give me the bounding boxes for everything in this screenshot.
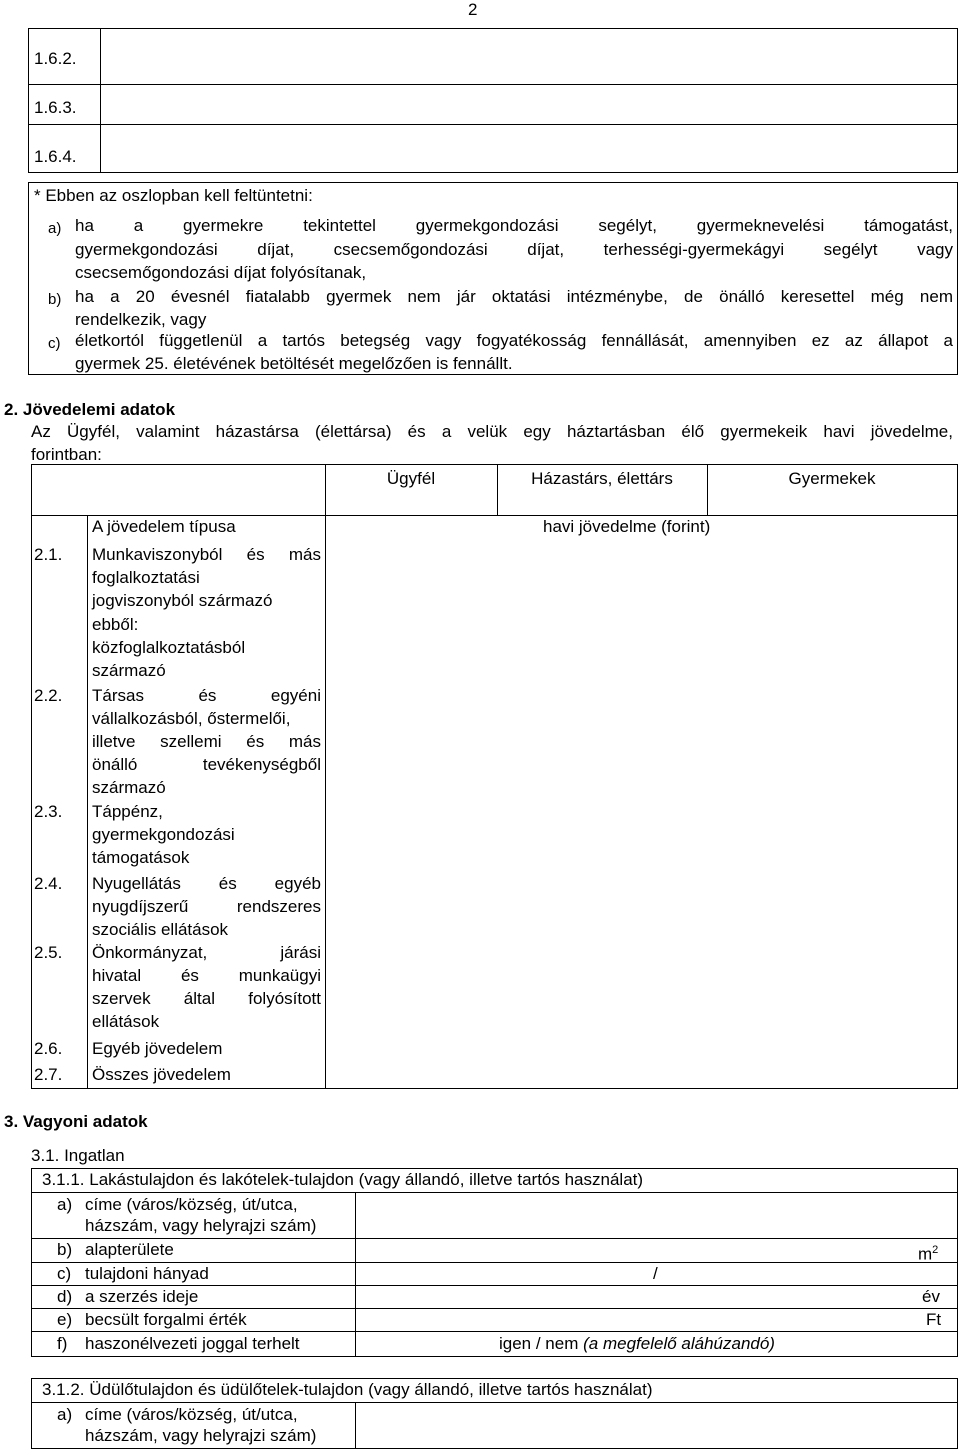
income-row-text: szervek által folyósított [92, 989, 321, 1008]
note-a-line: gyermekgondozási díjat, csecsemőgondozási díjat, terhességi-gyermekágyi segélyt vagy [75, 240, 953, 259]
income-row-text: származó [92, 661, 166, 680]
income-row-text: Munkaviszonyból és más [92, 545, 321, 564]
note-intro: * Ebben az oszlopban kell feltüntetni: [34, 186, 313, 205]
income-row-num: 2.4. [34, 874, 63, 893]
income-row-text: nyugdíjszerű rendszeres [92, 897, 321, 916]
year-unit: év [922, 1287, 940, 1306]
income-row-text: illetve szellemi és más [92, 732, 321, 751]
income-desc: Az Ügyfél, valamint házastársa (élettársa) és a velük egy háztartásban élő gyermekeik havi jövedelme, [31, 422, 953, 441]
income-row-text: önálló tevékenységből [92, 755, 321, 774]
row-label: f) [57, 1334, 68, 1353]
income-type-header: A jövedelem típusa [92, 517, 236, 536]
monthly-income-header: havi jövedelme (forint) [543, 517, 711, 536]
assets-subheading: 3.1. Ingatlan [31, 1146, 125, 1165]
note-a-line: ha a gyermekre tekintettel gyermekgondozási segélyt, gyermeknevelési támogatást, [75, 216, 953, 235]
address-label: házszám, vagy helyrajzi szám) [85, 1216, 317, 1235]
note-c-line: gyermek 25. életévének betöltését megelőzően is fennállt. [75, 354, 513, 373]
income-row-num: 2.7. [34, 1065, 63, 1084]
note-b-line: ha a 20 évesnél fiatalabb gyermek nem jár oktatási intézménybe, de önálló keresettel még nem [75, 287, 953, 306]
income-desc: forintban: [31, 445, 102, 464]
row-label: e) [57, 1310, 73, 1329]
address-label: címe (város/község, út/utca, [85, 1195, 298, 1214]
top-table-row: 1.6.2. [34, 49, 77, 68]
income-row-text: Összes jövedelem [92, 1065, 231, 1084]
income-row-text: Táppénz, [92, 802, 163, 821]
assets-heading: 3. Vagyoni adatok [4, 1112, 148, 1131]
income-row-text: közfoglalkoztatásból [92, 638, 246, 657]
usufruct-hint: (a megfelelő aláhúzandó) [583, 1334, 775, 1353]
top-table-row: 1.6.3. [34, 98, 77, 117]
income-row-num: 2.6. [34, 1039, 63, 1058]
income-row-num: 2.5. [34, 943, 63, 962]
income-row-text: vállalkozásból, őstermelői, [92, 709, 291, 728]
ownership-share-label: tulajdoni hányad [85, 1264, 209, 1283]
col-spouse-header: Házastárs, élettárs [531, 469, 673, 488]
income-row-num: 2.2. [34, 686, 63, 705]
row-label: c) [57, 1264, 72, 1283]
row-label: a) [57, 1195, 73, 1214]
market-value-label: becsült forgalmi érték [85, 1310, 247, 1329]
income-row-num: 2.3. [34, 802, 63, 821]
area-label: alapterülete [85, 1240, 174, 1259]
note-a-label: a) [48, 220, 62, 237]
note-b-line: rendelkezik, vagy [75, 310, 207, 329]
note-a-line: csecsemőgondozási díjat folyósítanak, [75, 263, 367, 282]
ownership-share-separator: / [653, 1264, 658, 1283]
income-row-text: gyermekgondozási [92, 825, 235, 844]
usufruct-choice[interactable] [499, 1334, 775, 1354]
income-row-text: támogatások [92, 848, 190, 867]
income-row-text: Önkormányzat, járási [92, 943, 321, 962]
holiday-home-table-title: 3.1.2. Üdülőtulajdon és üdülőtelek-tulajdon (vagy állandó, illetve tartós használat) [42, 1380, 653, 1399]
area-unit-sup: 2 [932, 1244, 939, 1256]
page-number: 2 [468, 0, 478, 19]
col-client-header: Ügyfél [386, 469, 436, 488]
income-row-text: foglalkoztatási [92, 568, 200, 587]
income-row-text: hivatal és munkaügyi [92, 966, 321, 985]
usufruct-options[interactable]: igen / nem [499, 1334, 579, 1353]
top-table-row: 1.6.4. [34, 147, 77, 166]
note-c-label: c) [48, 335, 61, 352]
income-row-text: szociális ellátások [92, 920, 229, 939]
income-row-text: ellátások [92, 1012, 160, 1031]
area-unit-text: m [918, 1244, 933, 1264]
income-row-text: Társas és egyéni [92, 686, 321, 705]
income-row-text: származó [92, 778, 166, 797]
area-unit [918, 1240, 938, 1265]
income-row-text: Nyugellátás és egyéb [92, 874, 321, 893]
note-b-label: b) [48, 291, 62, 308]
usufruct-label: haszonélvezeti joggal terhelt [85, 1334, 300, 1353]
row-label: d) [57, 1287, 73, 1306]
income-row-num: 2.1. [34, 545, 63, 564]
income-row-text: ebből: [92, 615, 139, 634]
income-heading: 2. Jövedelemi adatok [4, 400, 176, 419]
income-row-text: jogviszonyból származó [92, 591, 273, 610]
acquisition-year-label: a szerzés ideje [85, 1287, 199, 1306]
income-row-text: Egyéb jövedelem [92, 1039, 223, 1058]
currency-unit: Ft [926, 1310, 942, 1329]
col-children-header: Gyermekek [788, 469, 876, 488]
note-c-line: életkortól függetlenül a tartós betegség vagy fogyatékosság fennállását, amennyiben ez az állapot a [75, 331, 953, 350]
row-label: b) [57, 1240, 73, 1259]
address-label: házszám, vagy helyrajzi szám) [85, 1426, 317, 1445]
row-label: a) [57, 1405, 73, 1424]
address-label: címe (város/község, út/utca, [85, 1405, 298, 1424]
apartment-table-title: 3.1.1. Lakástulajdon és lakótelek-tulajdon (vagy állandó, illetve tartós használat) [42, 1170, 644, 1189]
